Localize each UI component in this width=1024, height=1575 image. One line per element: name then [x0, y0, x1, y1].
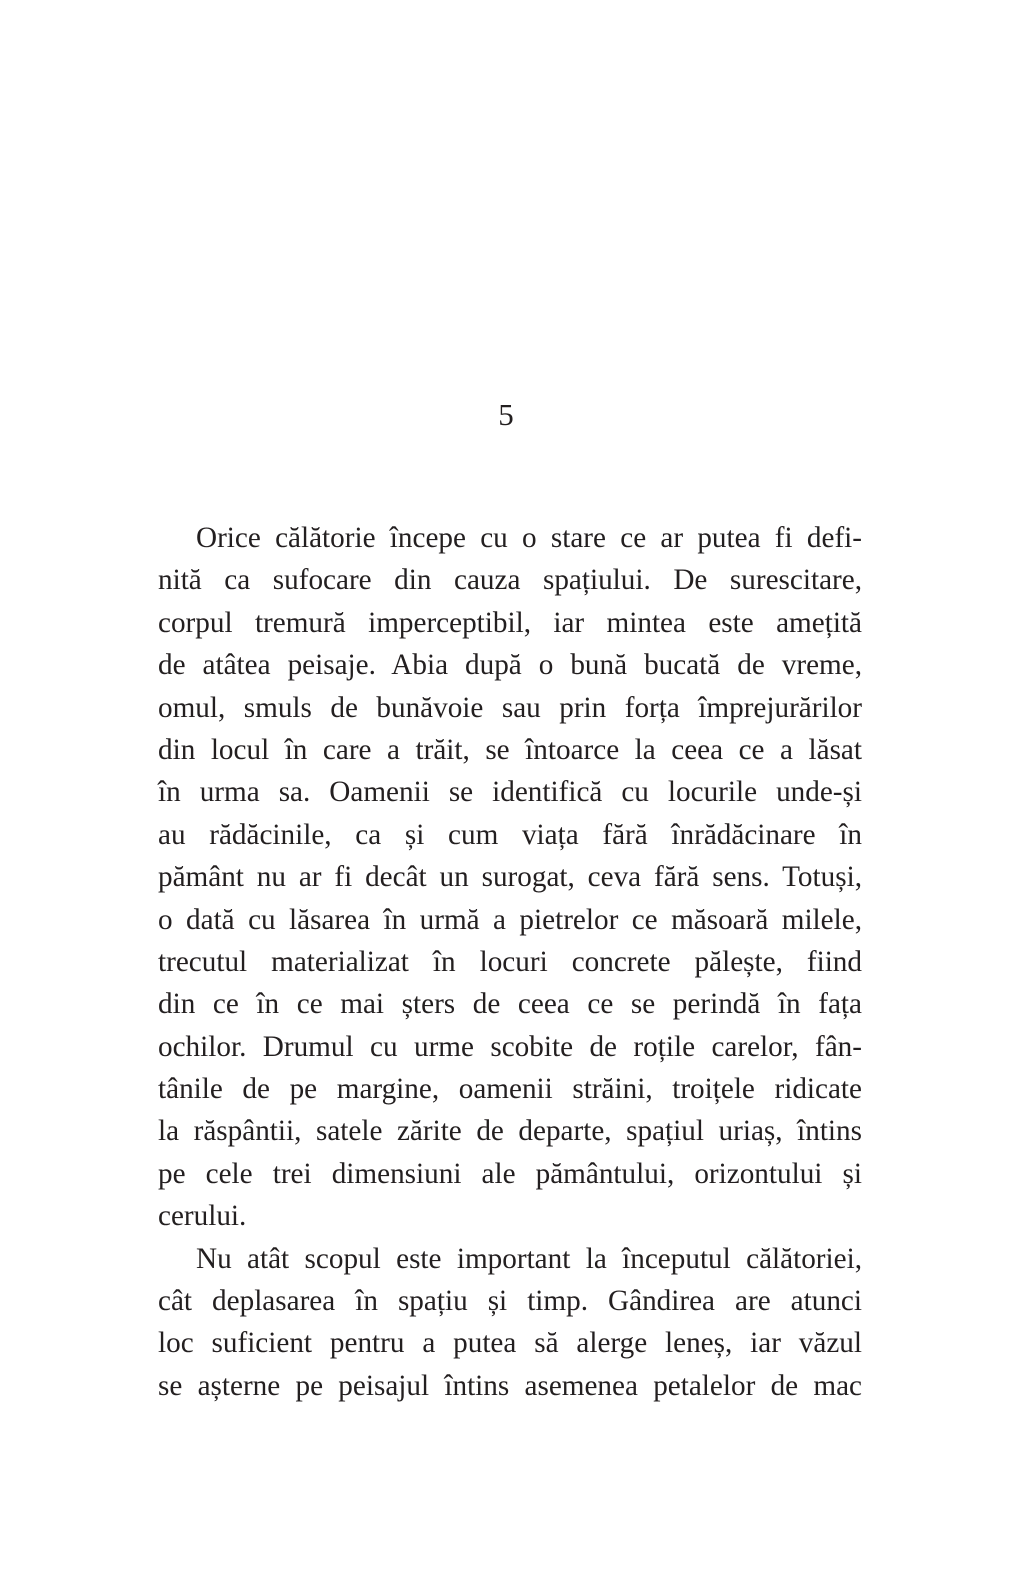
text-line: trecutul materializat în locuri concrete pălește, fiind: [158, 945, 862, 978]
text-line: corpul tremură imperceptibil, iar mintea este amețită: [158, 606, 862, 639]
text-line: din locul în care a trăit, se întoarce la ceea ce a lăsat: [158, 733, 862, 766]
text-line: se așterne pe peisajul întins asemenea petalelor de mac: [158, 1369, 862, 1402]
text-line: nită ca sufocare din cauza spațiului. De surescitare,: [158, 564, 862, 597]
text-line: cerului.: [158, 1200, 247, 1233]
body-text: [158, 517, 862, 1407]
text-line: au rădăcinile, ca și cum viața fără înrădăcinare în: [158, 818, 862, 851]
text-line: cât deplasarea în spațiu și timp. Gândirea are atunci: [158, 1285, 862, 1318]
text-line: pe cele trei dimensiuni ale pământului, orizontului și: [158, 1157, 862, 1190]
text-line: Orice călătorie începe cu o stare ce ar putea fi defi-: [196, 522, 862, 554]
text-line: în urma sa. Oamenii se identifică cu locurile unde-și: [158, 776, 862, 809]
text-line: loc suficient pentru a putea să alerge leneș, iar văzul: [158, 1327, 862, 1360]
text-line: de atâtea peisaje. Abia după o bună bucată de vreme,: [158, 649, 862, 682]
text-line: Nu atât scopul este important la începutul călătoriei,: [196, 1242, 862, 1275]
text-line: tânile de pe margine, oamenii străini, troițele ridicate: [158, 1073, 862, 1106]
paragraph-1: [158, 517, 862, 1238]
paragraph-2: [158, 1238, 862, 1408]
text-line: pământ nu ar fi decât un surogat, ceva fără sens. Totuși,: [158, 861, 862, 894]
text-line: din ce în ce mai șters de ceea ce se perindă în fața: [158, 988, 862, 1021]
text-line: o dată cu lăsarea în urmă a pietrelor ce măsoară milele,: [158, 903, 862, 936]
text-line: ochilor. Drumul cu urme scobite de roțile carelor, fân-: [158, 1030, 862, 1063]
text-line: omul, smuls de bunăvoie sau prin forța împrejurărilor: [158, 691, 862, 724]
chapter-number: 5: [498, 397, 514, 432]
text-line: la răspântii, satele zărite de departe, spațiul uriaș, întins: [158, 1115, 862, 1148]
